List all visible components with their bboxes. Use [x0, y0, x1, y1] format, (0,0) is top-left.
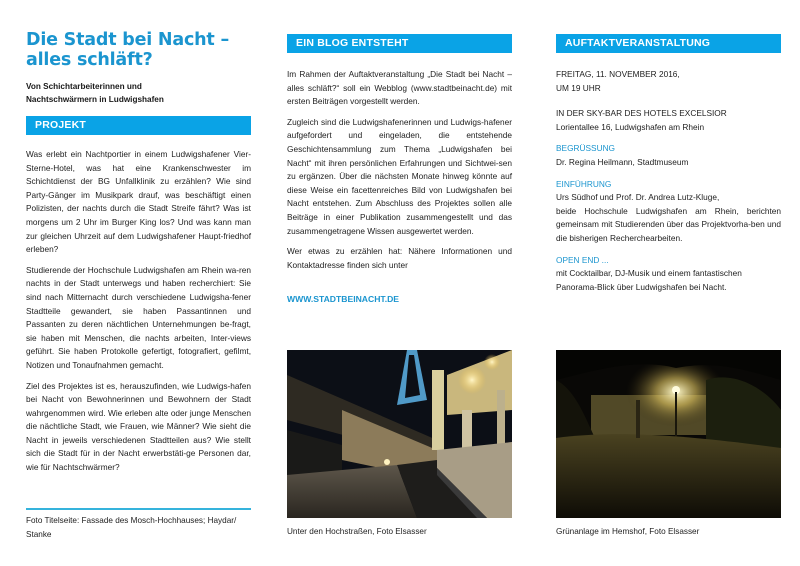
program-text: Dr. Regina Heilmann, Stadtmuseum	[556, 156, 689, 167]
section-header-auftakt: AUFTAKTVERANSTALTUNG	[556, 34, 781, 53]
subtitle	[26, 80, 266, 106]
program-label: OPEN END ...	[556, 254, 609, 265]
paragraph: Was erlebt ein Nachtportier in einem Ludwigshafener Vier-Sterne-Hotel, was hat eine Krankenschwester im Schichtdienst der BG Unfallklinik zu erzählen? Wie sind Party-Gänger im Musikpark drauf, was beschäftigt einen Polizisten, der nachts durch die Stadt Streife fährt? Was ist morgens um 2 Uhr im Burger King los? Und was kann man zur gleichen Uhrzeit auf dem Ludwigshafener Haupt-friedhof erleben?	[26, 149, 251, 255]
program-text: mit Cocktailbar, DJ-Musik und einem fantastischen Panorama-Blick über Ludwigshafen bei Nacht.	[556, 268, 742, 292]
paragraph: Ziel des Projektes ist es, herauszufinden, wie Ludwigs-hafen bei Nacht von Bewohnerinnen und Bewohnern der Stadt wahrgenommen wird. Wie erleben alte oder junge Menschen die nächtliche Stadt, wie Frauen, wie Männer? Wie sieht die Nacht in jeweils verschiedenen Stadtteilen aus? Wie stellt sich die Stadt für in der Nacht erwerbstäti-ge Personen dar, wie für Nachtschwärmer?	[26, 380, 251, 473]
projekt-body	[26, 148, 251, 482]
section-header-blog: EIN BLOG ENTSTEHT	[287, 34, 512, 53]
event-venue	[556, 107, 781, 134]
photo-hemshof	[556, 350, 781, 518]
night-bridge-photo	[287, 350, 512, 518]
subtitle-line-2: Nachtschwärmern in Ludwigshafen	[26, 95, 164, 104]
footer-divider	[26, 508, 251, 510]
section-header-projekt: PROJEKT	[26, 116, 251, 135]
program-item-einfuehrung	[556, 178, 781, 246]
cover-photo-caption: Foto Titelseite: Fassade des Mosch-Hochhauses; Haydar/ Stanke	[26, 516, 237, 539]
blog-link[interactable]: WWW.STADTBEINACHT.DE	[287, 294, 400, 304]
photo-hochstrassen	[287, 350, 512, 518]
program-speakers: Urs Südhof und Prof. Dr. Andrea Lutz-Kluge,	[556, 192, 720, 203]
paragraph: Zugleich sind die Ludwigshafenerinnen und Ludwigs-hafener aufgefordert und eingeladen, die entstehende Geschichtensammlung zum Thema „Ludwigshafen bei Nacht“ mit ihren persönlichen Erfahrungen und Sichtwei-sen zu ergänzen. Über die nächsten Monate hinweg könnte auf diese Weise ein facettenreiches Bild von Ludwigshafen bei Nacht entstehen. Zum Abschluss des Projektes sollen alle Beiträge in einer Publikation zusammengestellt und das zusammengetragene Wissen ausgewertet werden.	[287, 116, 512, 236]
venue-address: Lorientallee 16, Ludwigshafen am Rhein	[556, 121, 705, 132]
night-park-photo	[556, 350, 781, 518]
paragraph: Wer etwas zu erzählen hat: Nähere Informationen und Kontaktadresse finden sich unter	[287, 246, 512, 270]
event-date	[556, 68, 781, 95]
page-title	[26, 30, 266, 70]
program-item-begruessung	[556, 142, 781, 169]
photo-caption: Grünanlage im Hemshof, Foto Elsasser	[556, 527, 700, 536]
title-line-2: alles schläft?	[26, 50, 153, 70]
venue-name: IN DER SKY-BAR DES HOTELS EXCELSIOR	[556, 108, 727, 119]
event-details	[556, 68, 781, 302]
program-item-open-end	[556, 254, 781, 295]
blog-body	[287, 68, 512, 279]
time-line: UM 19 UHR	[556, 82, 601, 93]
subtitle-line-1: Von Schichtarbeiterinnen und	[26, 82, 142, 91]
photo-caption: Unter den Hochstraßen, Foto Elsasser	[287, 527, 427, 536]
date-line: FREITAG, 11. NOVEMBER 2016,	[556, 69, 680, 79]
paragraph: Im Rahmen der Auftaktveranstaltung „Die Stadt bei Nacht – alles schläft?“ soll ein Webblog (www.stadtbeinacht.de) mit ersten Beiträgen vorgestellt werden.	[287, 69, 512, 107]
title-line-1: Die Stadt bei Nacht –	[26, 30, 230, 50]
program-label: EINFÜHRUNG	[556, 178, 612, 189]
program-text: beide Hochschule Ludwigshafen am Rhein, berichten gemeinsam mit Studierenden über das Projektvorha-ben und die bisherigen Recherchearbeiten.	[556, 205, 781, 243]
program-label: BEGRÜSSUNG	[556, 143, 616, 154]
paragraph: Studierende der Hochschule Ludwigshafen am Rhein wa-ren nachts in der Stadt unterwegs und haben recherchiert: Sie sind nach Mitternacht durch verschiedene Ludwigsha-fener Stadtteile gewandert, sie haben Passantinnen und Passanten zu deren nächtlichen Unternehmungen be-fragt, sie haben mit Menschen, die nachts arbeiten, Inter-views geführt. Sie haben Protokolle gefertigt, fotografiert, gefilmt, Notizen und Tonaufnahmen gemacht.	[26, 264, 251, 370]
